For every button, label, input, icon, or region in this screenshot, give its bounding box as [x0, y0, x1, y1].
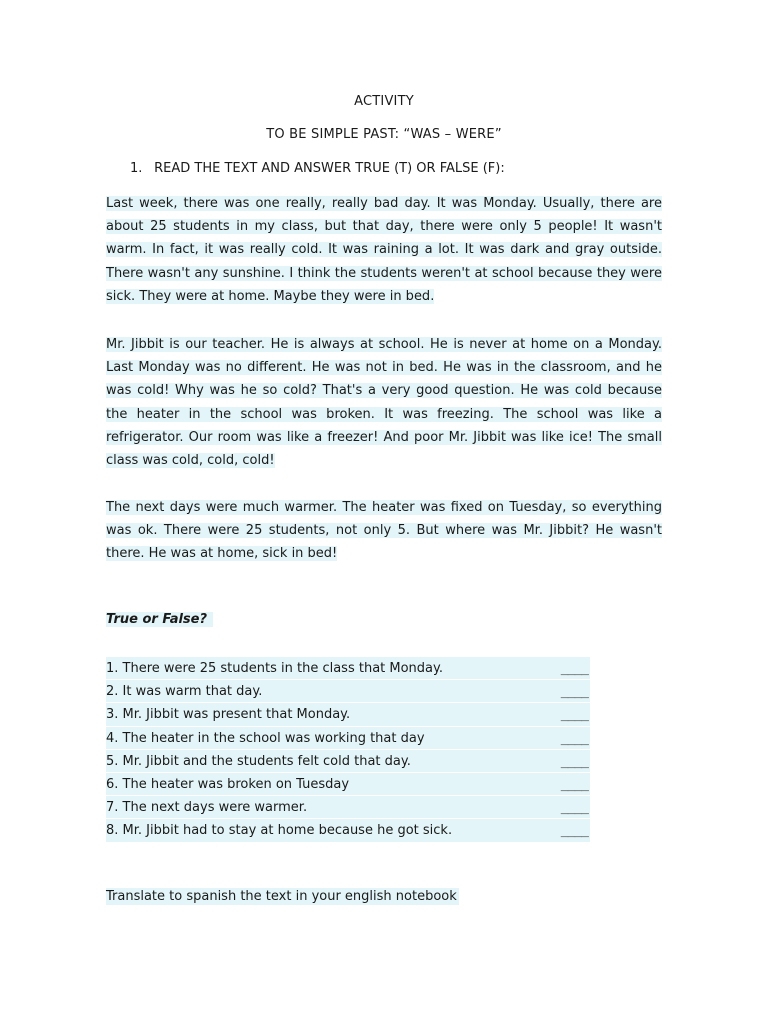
question-text: 5. Mr. Jibbit and the students felt cold that day. — [106, 753, 411, 769]
page-title: ACTIVITY — [354, 94, 414, 109]
question-row-8 — [106, 819, 590, 842]
question-text: 7. The next days were warmer. — [106, 800, 308, 816]
answer-blank[interactable]: ____ — [560, 753, 588, 769]
page-subtitle: TO BE SIMPLE PAST: “WAS – WERE” — [266, 127, 502, 142]
answer-blank[interactable]: ____ — [560, 800, 588, 816]
question-row-7 — [106, 796, 590, 819]
question-text: 8. Mr. Jibbit had to stay at home because he got sick. — [106, 823, 453, 839]
paragraph-text: Last week, there was one really, really bad day. It was Monday. Usually, there are about 25 students in my class, but that day, there were only 5 people! It wasn't warm. In fact, it was really cold. It was raining a lot. It was dark and gray outside. There wasn't any sunshine. I think the students weren't at school because they were sick. They were at home. Maybe they were in bed. — [106, 196, 662, 304]
answer-blank[interactable]: ____ — [560, 707, 588, 723]
paragraph-text: The next days were much warmer. The heater was fixed on Tuesday, so everything was ok. There were 25 students, not only 5. But where was Mr. Jibbit? He wasn't there. He was at home, sick in bed! — [106, 500, 662, 562]
instruction — [130, 161, 505, 176]
question-text: 3. Mr. Jibbit was present that Monday. — [106, 707, 351, 723]
question-row-3 — [106, 703, 590, 726]
answer-blank[interactable]: ____ — [560, 776, 588, 792]
true-false-heading: True or False? — [106, 612, 213, 627]
translation-instruction: Translate to spanish the text in your english notebook — [106, 889, 457, 904]
instruction-text: READ THE TEXT AND ANSWER TRUE (T) OR FALSE (F): — [154, 161, 505, 176]
paragraph-text: Mr. Jibbit is our teacher. He is always at school. He is never at home on a Monday. Last Monday was no different. He was not in bed. He was in the classroom, and he was cold! Why was he so cold? That's a very good question. He was cold because the heater in the school was broken. It was freezing. The school was like a refrigerator. Our room was like a freezer! And poor Mr. Jibbit was like ice! The small class was cold, cold, cold! — [106, 337, 662, 469]
question-text: 6. The heater was broken on Tuesday — [106, 776, 350, 792]
reading-paragraph-3 — [106, 496, 662, 566]
question-text: 1. There were 25 students in the class that Monday. — [106, 661, 443, 676]
reading-paragraph-2 — [106, 333, 662, 472]
question-text: 2. It was warm that day. — [106, 684, 263, 700]
answer-blank[interactable]: ____ — [560, 684, 588, 700]
question-row-5 — [106, 750, 590, 773]
reading-paragraph-1 — [106, 192, 662, 308]
question-row-1 — [106, 657, 590, 680]
instruction-number: 1. — [130, 161, 143, 176]
question-text: 4. The heater in the school was working that day — [106, 730, 425, 746]
answer-blank[interactable]: ____ — [560, 661, 588, 676]
true-false-list — [106, 657, 590, 843]
question-row-2 — [106, 680, 590, 703]
answer-blank[interactable]: ____ — [560, 823, 588, 839]
question-row-6 — [106, 773, 590, 796]
answer-blank[interactable]: ____ — [560, 730, 588, 746]
question-row-4 — [106, 727, 590, 750]
